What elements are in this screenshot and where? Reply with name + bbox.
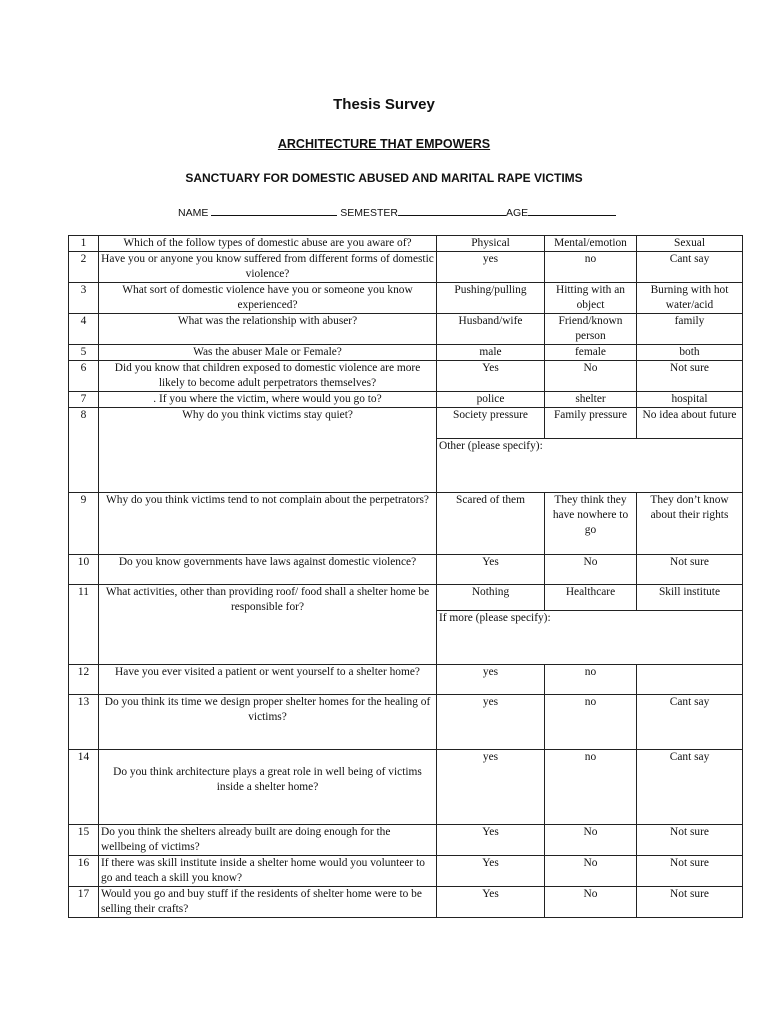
question-text: Which of the follow types of domestic abuse are you aware of? (99, 236, 437, 252)
age-field[interactable] (528, 205, 616, 216)
question-text: Do you think the shelters already built are doing enough for the wellbeing of victims? (99, 825, 437, 856)
answer-option[interactable]: Cant say (637, 252, 743, 283)
answer-option[interactable]: Mental/emotion (545, 236, 637, 252)
answer-option[interactable]: shelter (545, 392, 637, 408)
question-text: Why do you think victims stay quiet? (99, 408, 437, 493)
question-text: Do you know governments have laws against domestic violence? (99, 555, 437, 585)
answer-option[interactable]: yes (437, 252, 545, 283)
answer-option[interactable]: Hitting with an object (545, 283, 637, 314)
question-text: If there was skill institute inside a shelter home would you volunteer to go and teach a skill you know? (99, 856, 437, 887)
answer-option[interactable]: Not sure (637, 856, 743, 887)
answer-option[interactable]: No (545, 361, 637, 392)
question-text: Did you know that children exposed to domestic violence are more likely to become adult perpetrators themselves? (99, 361, 437, 392)
question-text: What sort of domestic violence have you or someone you know experienced? (99, 283, 437, 314)
answer-option[interactable]: hospital (637, 392, 743, 408)
question-number: 13 (69, 695, 99, 750)
answer-option[interactable]: Yes (437, 825, 545, 856)
answer-option[interactable]: No (545, 555, 637, 585)
answer-option[interactable]: no (545, 695, 637, 750)
question-text (99, 750, 437, 825)
age-label: AGE (505, 207, 529, 219)
question-number: 12 (69, 665, 99, 695)
table-row (69, 887, 743, 918)
question-number: 11 (69, 585, 99, 665)
answer-option[interactable]: no (545, 665, 637, 695)
table-row (69, 750, 743, 825)
question-number: 16 (69, 856, 99, 887)
answer-option[interactable]: Not sure (637, 825, 743, 856)
answer-option[interactable]: Cant say (637, 695, 743, 750)
answer-option[interactable]: both (637, 345, 743, 361)
answer-option[interactable]: Skill institute (637, 585, 743, 611)
question-text: Have you or anyone you know suffered from different forms of domestic violence? (99, 252, 437, 283)
answer-option[interactable]: Society pressure (437, 408, 545, 439)
question-number: 17 (69, 887, 99, 918)
answer-option[interactable]: Healthcare (545, 585, 637, 611)
answer-option[interactable]: Cant say (637, 750, 743, 825)
answer-option[interactable]: Yes (437, 856, 545, 887)
survey-subtitle: ARCHITECTURE THAT EMPOWERS (277, 137, 491, 151)
question-number: 8 (69, 408, 99, 493)
respondent-fields (178, 205, 616, 219)
answer-option[interactable]: Physical (437, 236, 545, 252)
answer-option[interactable]: Sexual (637, 236, 743, 252)
answer-option[interactable]: Not sure (637, 361, 743, 392)
answer-option[interactable]: Not sure (637, 555, 743, 585)
question-number: 9 (69, 493, 99, 555)
answer-option[interactable]: family (637, 314, 743, 345)
answer-option[interactable]: No idea about future (637, 408, 743, 439)
answer-option[interactable]: Husband/wife (437, 314, 545, 345)
question-number: 5 (69, 345, 99, 361)
table-row (69, 361, 743, 392)
table-row (69, 585, 743, 611)
page-title: Thesis Survey (333, 96, 435, 113)
table-row (69, 392, 743, 408)
question-text: What activities, other than providing roof/ food shall a shelter home be responsible for? (99, 585, 437, 665)
question-number: 2 (69, 252, 99, 283)
survey-table (68, 235, 743, 918)
answer-option[interactable]: Friend/known person (545, 314, 637, 345)
table-row (69, 408, 743, 439)
question-number: 1 (69, 236, 99, 252)
other-specify-field[interactable]: If more (please specify): (437, 611, 743, 665)
question-text: Why do you think victims tend to not complain about the perpetrators? (99, 493, 437, 555)
table-row (69, 493, 743, 555)
question-number: 15 (69, 825, 99, 856)
answer-option[interactable]: Yes (437, 361, 545, 392)
answer-option[interactable] (637, 665, 743, 695)
answer-option[interactable]: police (437, 392, 545, 408)
question-text: Would you go and buy stuff if the residents of shelter home were to be selling their crafts? (99, 887, 437, 918)
answer-option[interactable]: They think they have nowhere to go (545, 493, 637, 555)
question-text: . If you where the victim, where would you go to? (99, 392, 437, 408)
question-number: 4 (69, 314, 99, 345)
name-label: NAME (178, 207, 209, 219)
answer-option[interactable]: no (545, 252, 637, 283)
answer-option[interactable]: yes (437, 750, 545, 825)
semester-label: SEMESTER (340, 207, 398, 219)
answer-option[interactable]: Family pressure (545, 408, 637, 439)
question-text-inner: Do you think architecture plays a great role in well being of victims inside a shelter home? (113, 766, 422, 793)
table-row (69, 555, 743, 585)
answer-option[interactable]: male (437, 345, 545, 361)
table-row (69, 236, 743, 252)
answer-option[interactable]: no (545, 750, 637, 825)
semester-field[interactable] (398, 205, 506, 216)
answer-option[interactable]: Not sure (637, 887, 743, 918)
question-number: 7 (69, 392, 99, 408)
question-number: 6 (69, 361, 99, 392)
question-text: Do you think its time we design proper shelter homes for the healing of victims? (99, 695, 437, 750)
table-row (69, 345, 743, 361)
table-row (69, 695, 743, 750)
question-text: Was the abuser Male or Female? (99, 345, 437, 361)
table-row (69, 314, 743, 345)
answer-option[interactable]: No (545, 856, 637, 887)
table-row (69, 665, 743, 695)
table-row (69, 252, 743, 283)
answer-option[interactable]: Burning with hot water/acid (637, 283, 743, 314)
table-row (69, 856, 743, 887)
question-number: 3 (69, 283, 99, 314)
answer-option[interactable]: Yes (437, 555, 545, 585)
answer-option[interactable]: Yes (437, 887, 545, 918)
answer-option[interactable]: yes (437, 695, 545, 750)
answer-option[interactable]: yes (437, 665, 545, 695)
question-text: Have you ever visited a patient or went yourself to a shelter home? (99, 665, 437, 695)
answer-option[interactable]: No (545, 825, 637, 856)
answer-option[interactable]: They don’t know about their rights (637, 493, 743, 555)
answer-option[interactable]: Pushing/pulling (437, 283, 545, 314)
question-text: What was the relationship with abuser? (99, 314, 437, 345)
question-number: 10 (69, 555, 99, 585)
other-specify-field[interactable]: Other (please specify): (437, 439, 743, 493)
answer-option[interactable]: Nothing (437, 585, 545, 611)
answer-option[interactable]: female (545, 345, 637, 361)
table-row (69, 283, 743, 314)
survey-heading: SANCTUARY FOR DOMESTIC ABUSED AND MARITAL RAPE VICTIMS (185, 171, 583, 185)
table-row (69, 825, 743, 856)
answer-option[interactable]: Scared of them (437, 493, 545, 555)
question-number: 14 (69, 750, 99, 825)
name-field[interactable] (211, 205, 337, 216)
answer-option[interactable]: No (545, 887, 637, 918)
